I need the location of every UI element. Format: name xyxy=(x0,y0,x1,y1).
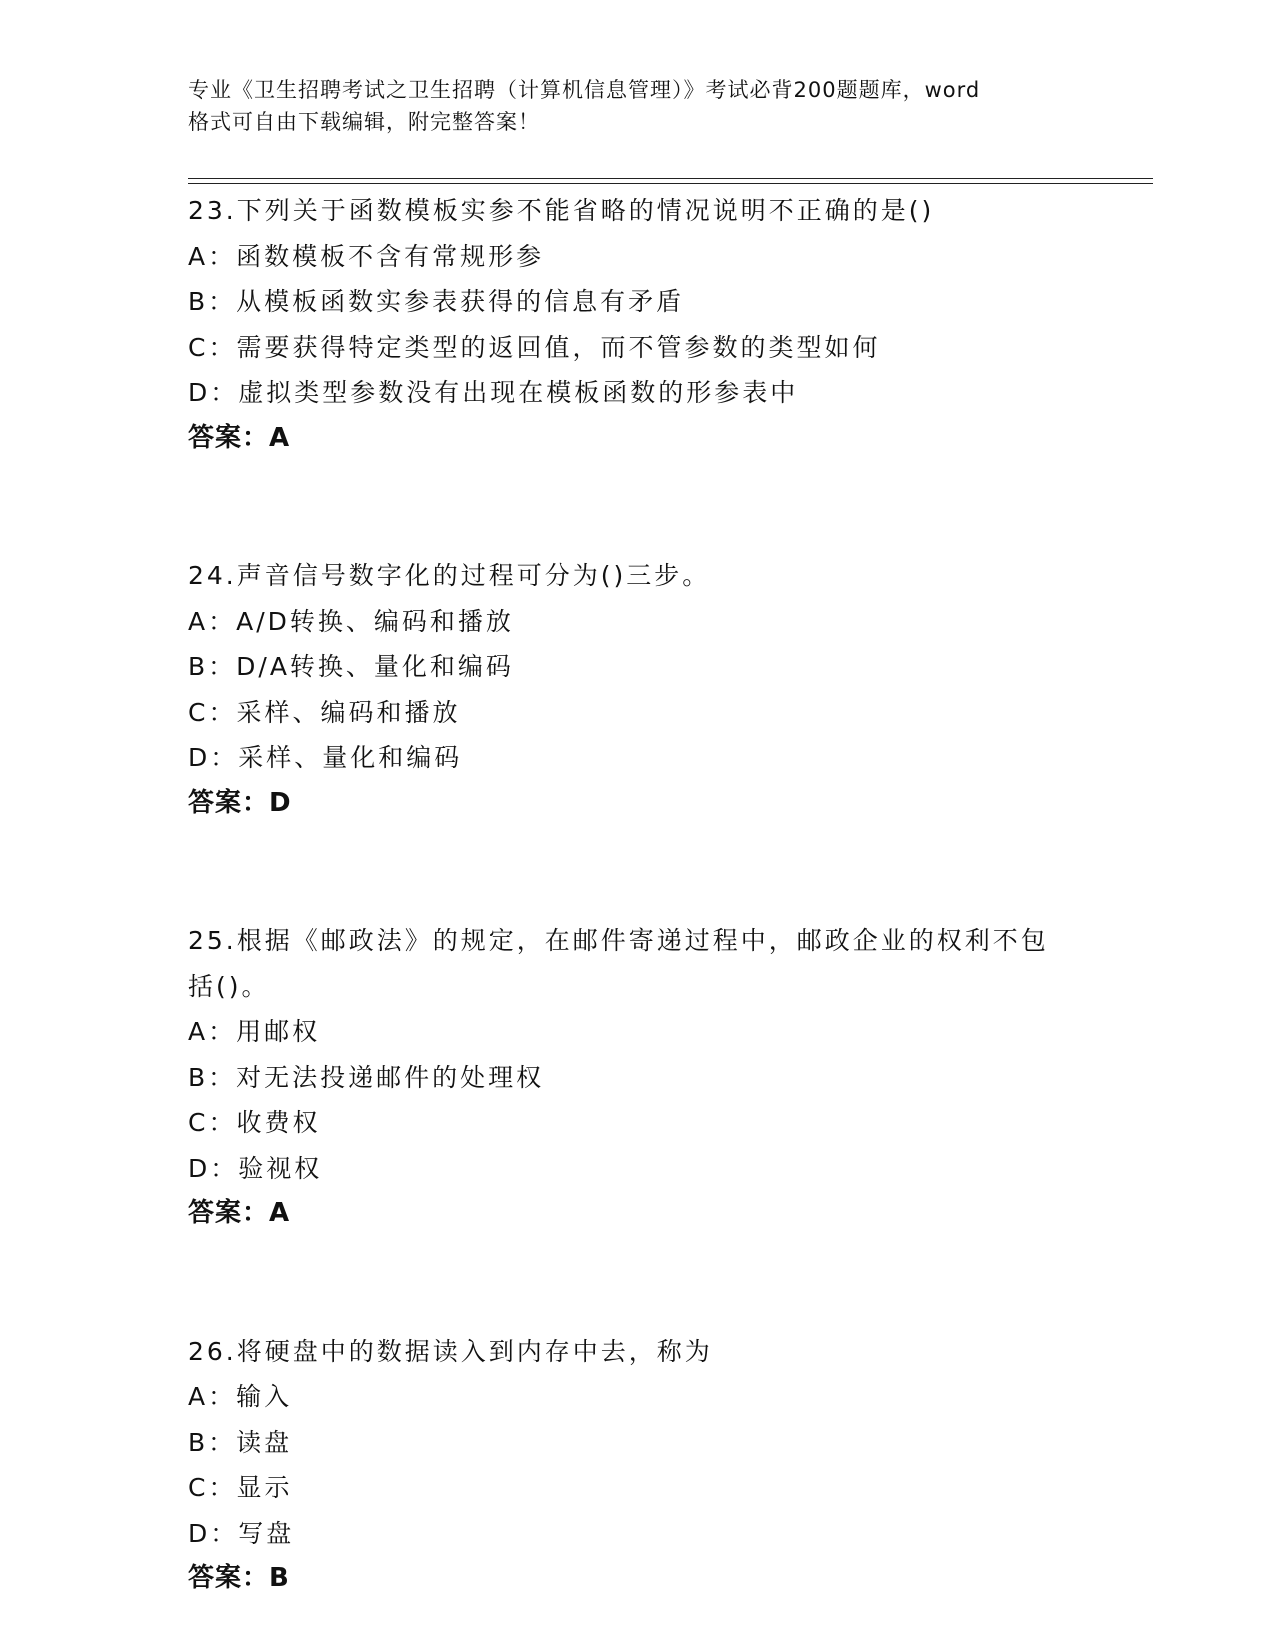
header-line-2: 格式可自由下载编辑，附完整答案！ xyxy=(188,110,540,134)
header-divider-bottom xyxy=(188,183,1153,184)
answer-label: 答案：A xyxy=(188,1198,291,1228)
option-b: B：读盘 xyxy=(188,1427,293,1457)
question-23 xyxy=(188,188,1088,461)
option-a: A：输入 xyxy=(188,1382,293,1411)
header-line-1: 专业《卫生招聘考试之卫生招聘（计算机信息管理）》考试必背200题题库，word xyxy=(188,78,981,102)
answer-label: 答案：B xyxy=(188,1563,290,1593)
option-d: D：采样、量化和编码 xyxy=(188,743,463,772)
question-stem-line-1: 25.根据《邮政法》的规定，在邮件寄递过程中，邮政企业的权利不包 xyxy=(188,926,1049,955)
question-stem: 24.声音信号数字化的过程可分为()三步。 xyxy=(188,561,711,590)
option-c: C：收费权 xyxy=(188,1108,321,1137)
question-stem: 26.将硬盘中的数据读入到内存中去，称为 xyxy=(188,1336,713,1366)
document-header xyxy=(188,74,1088,138)
question-26 xyxy=(188,1329,1088,1602)
option-c: C：显示 xyxy=(188,1473,293,1502)
option-b: B：从模板函数实参表获得的信息有矛盾 xyxy=(188,287,685,316)
question-stem: 23.下列关于函数模板实参不能省略的情况说明不正确的是() xyxy=(188,196,935,225)
answer-label: 答案：D xyxy=(188,787,292,818)
option-b: B：D/A转换、量化和编码 xyxy=(188,652,514,681)
option-c: C：需要获得特定类型的返回值，而不管参数的类型如何 xyxy=(188,332,881,362)
option-d: D：验视权 xyxy=(188,1153,323,1183)
question-25 xyxy=(188,918,1088,1237)
option-d: D：写盘 xyxy=(188,1518,295,1548)
question-24 xyxy=(188,553,1088,826)
question-stem-line-2: 括()。 xyxy=(188,971,270,1001)
option-a: A：用邮权 xyxy=(188,1017,321,1046)
option-b: B：对无法投递邮件的处理权 xyxy=(188,1062,545,1092)
option-d: D：虚拟类型参数没有出现在模板函数的形参表中 xyxy=(188,378,799,407)
option-a: A：A/D转换、编码和播放 xyxy=(188,606,514,636)
option-c: C：采样、编码和播放 xyxy=(188,697,461,727)
header-divider-top xyxy=(188,178,1153,179)
option-a: A：函数模板不含有常规形参 xyxy=(188,241,545,271)
question-list xyxy=(188,188,1088,1602)
answer-label: 答案：A xyxy=(188,422,291,453)
